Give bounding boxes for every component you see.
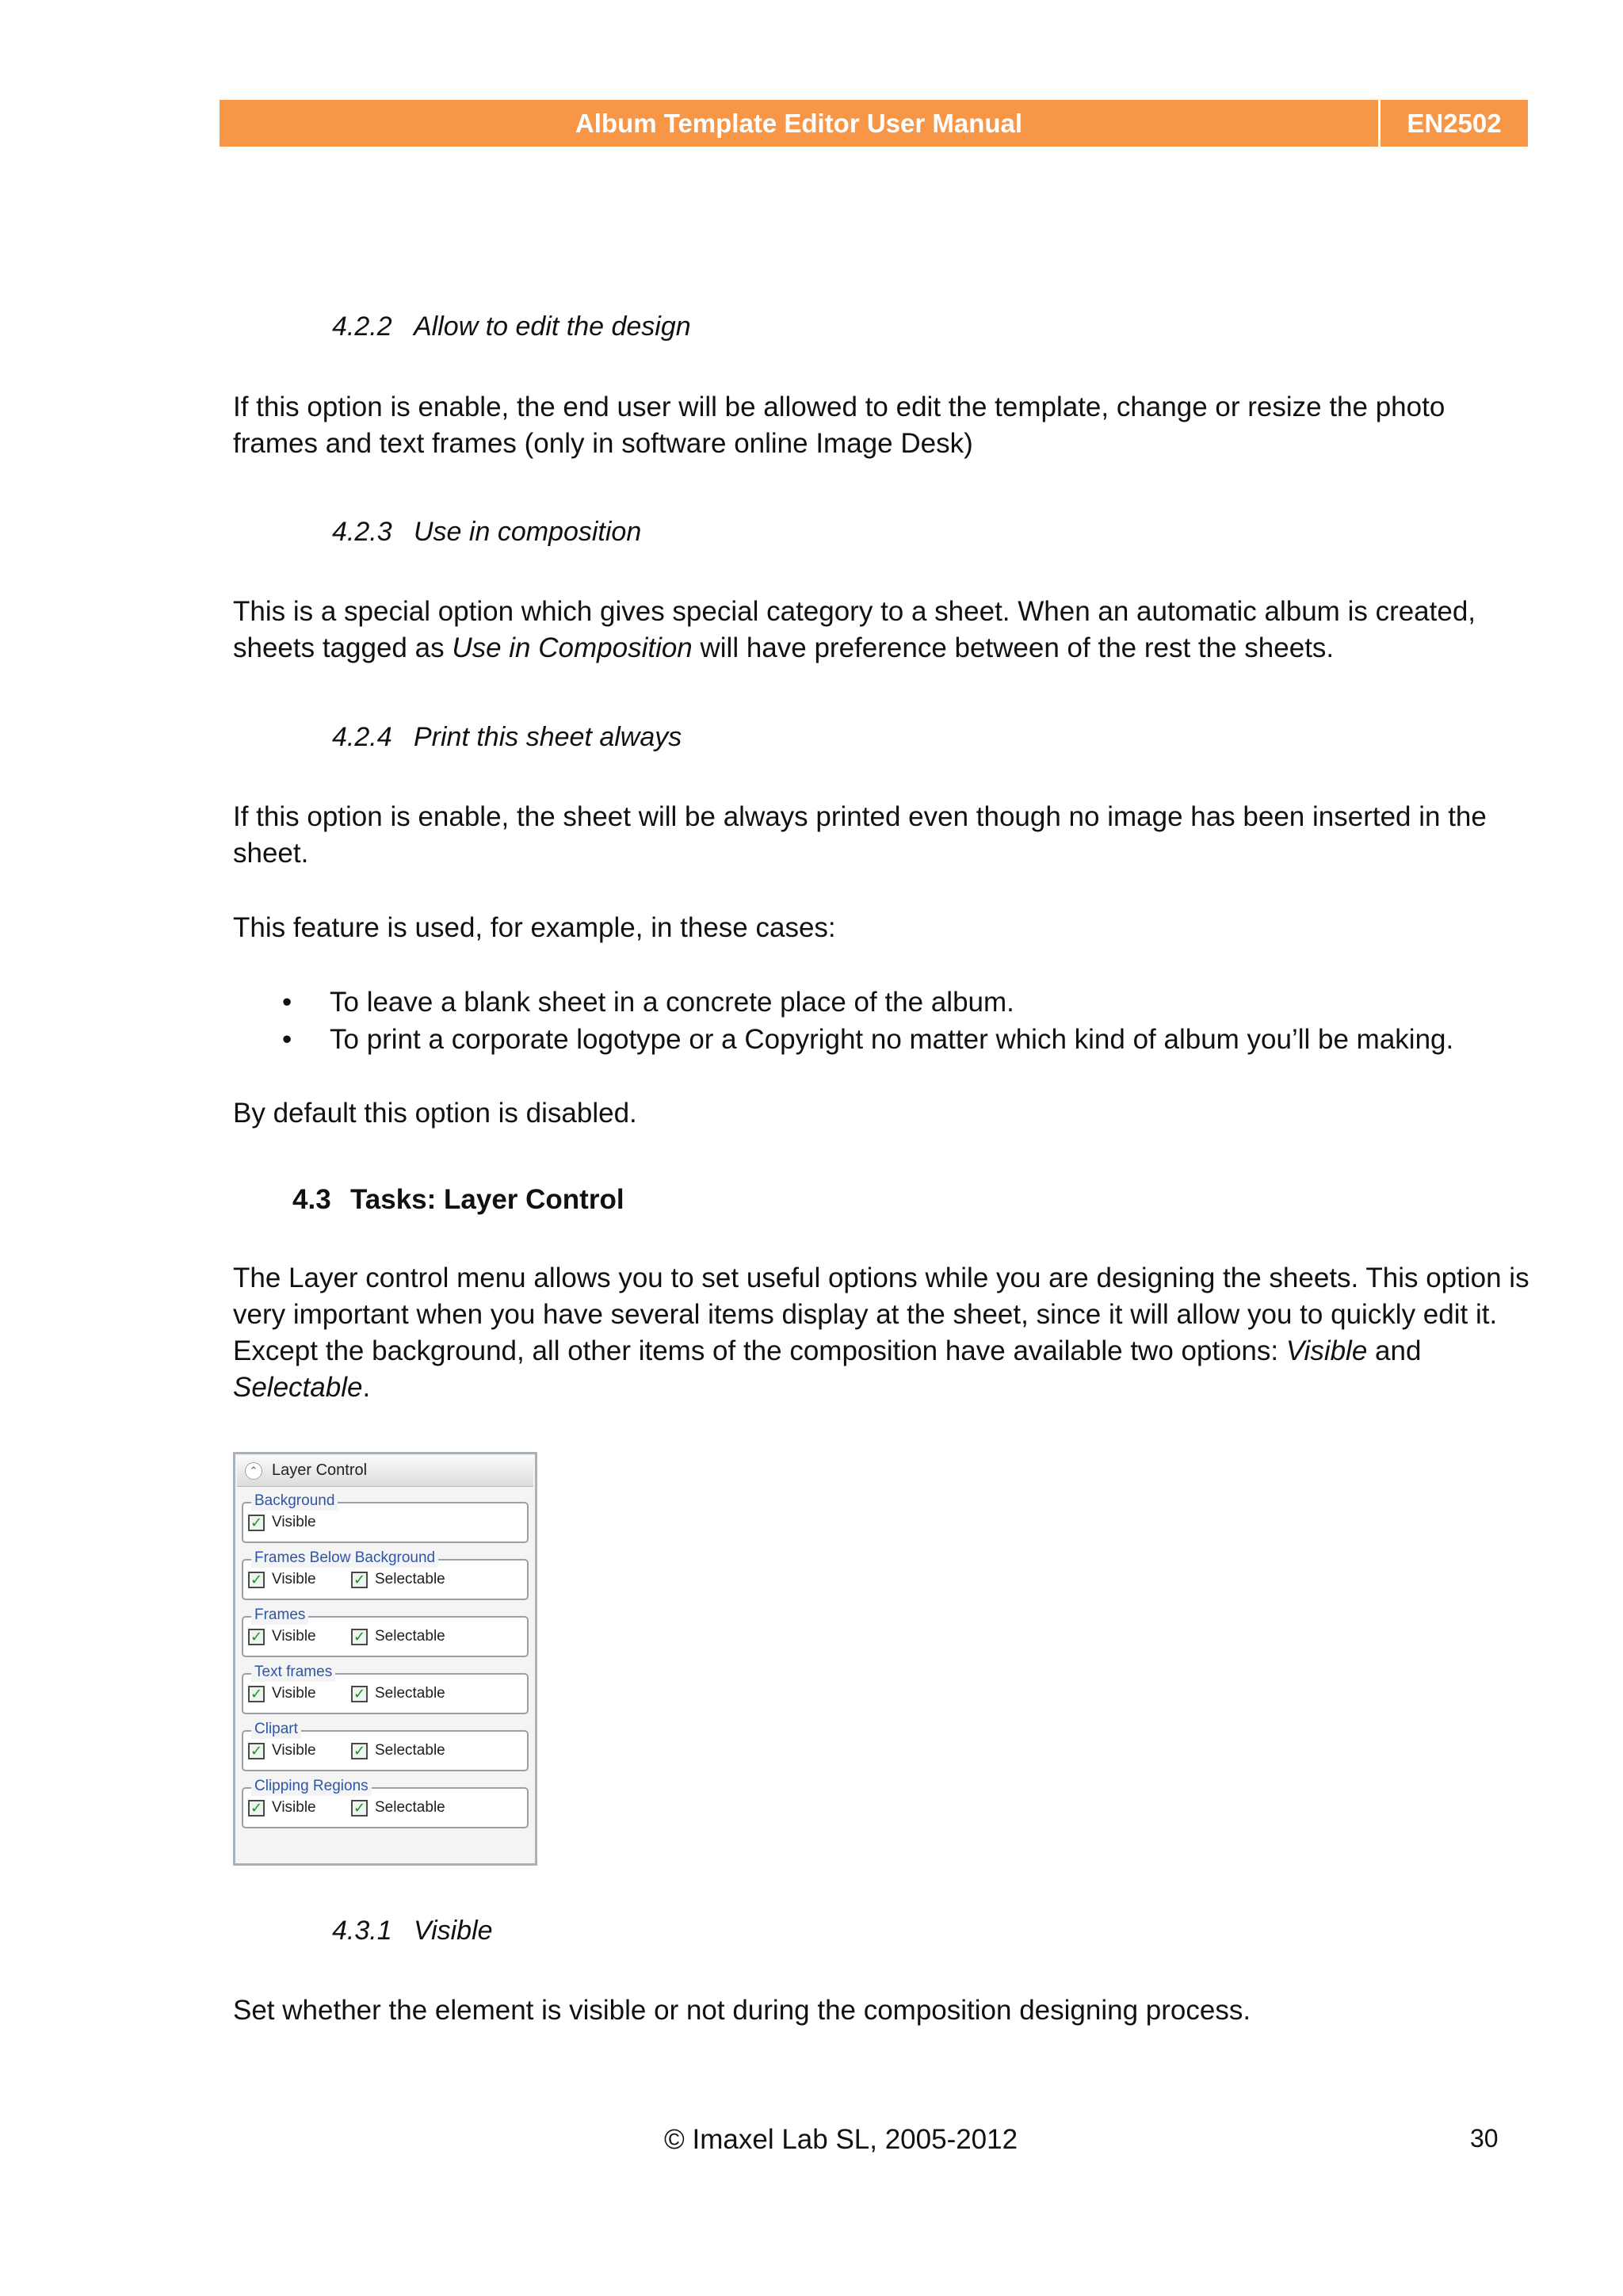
paragraph-allow-edit: If this option is enable, the end user will be allowed to edit the template, change or resize the photo frames and text frames (only in software online Image Desk) xyxy=(233,392,1445,459)
group-legend: Background xyxy=(251,1492,338,1511)
heading-text: Print this sheet always xyxy=(414,722,682,752)
selectable-label: Selectable xyxy=(375,1799,445,1816)
emphasis-selectable: Selectable xyxy=(233,1372,363,1403)
selectable-checkbox[interactable]: ✓ xyxy=(351,1800,368,1817)
paragraph-feature-intro: This feature is used, for example, in these cases: xyxy=(233,912,836,943)
heading-4-2-4 xyxy=(332,722,682,753)
heading-text: Allow to edit the design xyxy=(414,311,691,342)
selectable-label: Selectable xyxy=(375,1571,445,1587)
visible-checkbox[interactable]: ✓ xyxy=(248,1629,265,1645)
paragraph-print-always: If this option is enable, the sheet will be always printed even though no image has been inserted in the sheet. xyxy=(233,801,1487,869)
group-legend: Frames Below Background xyxy=(251,1549,438,1568)
panel-header[interactable] xyxy=(237,1456,533,1487)
layer-group-background xyxy=(242,1492,529,1543)
bullet-dot-icon: • xyxy=(282,1024,292,1055)
group-legend: Frames xyxy=(251,1606,308,1625)
footer-copyright: © Imaxel Lab SL, 2005-2012 xyxy=(664,2124,1018,2155)
heading-text: Use in composition xyxy=(414,517,642,547)
layer-group-frames-below-background xyxy=(242,1549,529,1600)
heading-text: Visible xyxy=(414,1916,493,1946)
layer-group-clipping-regions xyxy=(242,1778,529,1828)
emphasis-use-in-composition: Use in Composition xyxy=(452,632,693,663)
text-run: . xyxy=(362,1372,371,1403)
visible-checkbox[interactable]: ✓ xyxy=(248,1743,265,1759)
bullet-text: To print a corporate logotype or a Copyright no matter which kind of album you’ll be making. xyxy=(330,1024,1454,1055)
panel-title: Layer Control xyxy=(272,1461,368,1479)
heading-number: 4.2.4 xyxy=(332,722,392,752)
header-doc-code: EN2502 xyxy=(1407,109,1502,138)
selectable-checkbox[interactable]: ✓ xyxy=(351,1629,368,1645)
visible-label: Visible xyxy=(272,1799,316,1816)
selectable-checkbox[interactable]: ✓ xyxy=(351,1686,368,1702)
selectable-label: Selectable xyxy=(375,1742,445,1759)
visible-label: Visible xyxy=(272,1685,316,1702)
heading-4-2-2 xyxy=(332,311,691,342)
paragraph-default-disabled: By default this option is disabled. xyxy=(233,1098,637,1129)
heading-number: 4.3 xyxy=(292,1184,331,1215)
text-run: and xyxy=(1367,1335,1422,1366)
header-title: Album Template Editor User Manual xyxy=(575,109,1023,138)
heading-4-2-3 xyxy=(332,517,641,548)
visible-label: Visible xyxy=(272,1571,316,1587)
selectable-checkbox[interactable]: ✓ xyxy=(351,1743,368,1759)
layer-group-text-frames xyxy=(242,1664,529,1714)
visible-label: Visible xyxy=(272,1742,316,1759)
collapse-chevron-icon[interactable]: ⌃ xyxy=(245,1462,262,1480)
heading-number: 4.2.2 xyxy=(332,311,392,342)
layer-control-panel xyxy=(233,1452,537,1866)
paragraph-use-in-composition xyxy=(233,594,1533,667)
visible-label: Visible xyxy=(272,1628,316,1645)
bullet-text: To leave a blank sheet in a concrete place of the album. xyxy=(330,987,1014,1018)
selectable-label: Selectable xyxy=(375,1628,445,1645)
heading-number: 4.2.3 xyxy=(332,517,392,547)
visible-label: Visible xyxy=(272,1514,316,1530)
paragraph-visible: Set whether the element is visible or not during the composition designing process. xyxy=(233,1995,1251,2026)
visible-checkbox[interactable]: ✓ xyxy=(248,1515,265,1531)
group-legend: Text frames xyxy=(251,1663,335,1682)
page-header xyxy=(220,100,1528,147)
bullet-dot-icon: • xyxy=(282,987,292,1018)
selectable-label: Selectable xyxy=(375,1685,445,1702)
emphasis-visible: Visible xyxy=(1285,1335,1368,1366)
visible-checkbox[interactable]: ✓ xyxy=(248,1686,265,1702)
visible-checkbox[interactable]: ✓ xyxy=(248,1572,265,1588)
paragraph-layer-control xyxy=(233,1260,1533,1406)
text-run: The Layer control menu allows you to set useful options while you are designing the sheets. This option is very important when you have several items display at the sheet, since it will allow you to quickly edit it. Except the background, all other items of the composition have available two options: xyxy=(233,1263,1529,1366)
heading-text: Tasks: Layer Control xyxy=(350,1184,624,1215)
group-legend: Clipart xyxy=(251,1720,301,1739)
text-run: will have preference between of the rest the sheets. xyxy=(692,632,1335,663)
page-number: 30 xyxy=(1470,2124,1499,2153)
visible-checkbox[interactable]: ✓ xyxy=(248,1800,265,1817)
selectable-checkbox[interactable]: ✓ xyxy=(351,1572,368,1588)
heading-number: 4.3.1 xyxy=(332,1916,392,1946)
layer-group-clipart xyxy=(242,1721,529,1771)
text-run: This is a special option which gives special category to a sheet. When an automatic album is created, sheets tagged as xyxy=(233,596,1476,663)
heading-4-3-1 xyxy=(332,1916,493,1946)
group-legend: Clipping Regions xyxy=(251,1777,372,1796)
heading-4-3 xyxy=(292,1184,624,1216)
layer-group-frames xyxy=(242,1606,529,1657)
